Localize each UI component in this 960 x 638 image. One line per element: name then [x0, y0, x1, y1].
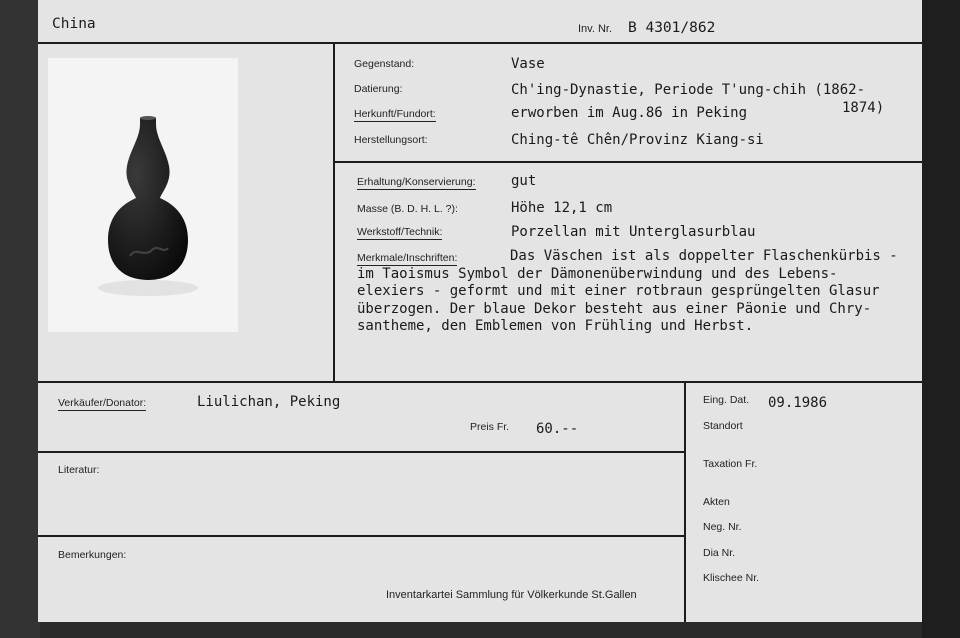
- background-left: [0, 0, 40, 638]
- rule-photo-divider: [333, 44, 335, 382]
- rule-literature: [38, 535, 684, 537]
- merkmale-line: Das Väschen ist als doppelter Flaschenkürbis -: [510, 248, 898, 264]
- datierung-value-continued: 1874): [842, 100, 885, 116]
- herkunft-value: erworben im Aug.86 in Peking: [511, 105, 748, 121]
- verkaeufer-label: Verkäufer/Donator:: [58, 397, 147, 409]
- rule-admin-divider: [684, 383, 686, 622]
- literatur-label: Literatur:: [58, 464, 100, 476]
- background-right: [922, 0, 960, 638]
- merkmale-text: [357, 248, 919, 336]
- merkmale-line: im Taoismus Symbol der Dämonenüberwindung und des Lebens-: [357, 265, 838, 282]
- verkaeufer-value: Liulichan, Peking: [197, 394, 341, 410]
- klischee-nummer-label: Klischee Nr.: [703, 572, 760, 584]
- herstellungsort-value: Ching-tê Chên/Provinz Kiang-si: [511, 132, 764, 148]
- werkstoff-value: Porzellan mit Unterglasurblau: [511, 224, 756, 240]
- erhaltung-value: gut: [511, 173, 537, 189]
- rule-object-section: [333, 161, 922, 163]
- inventory-number-value: B 4301/862: [628, 20, 716, 36]
- bemerkungen-label: Bemerkungen:: [58, 549, 127, 561]
- masse-value: Höhe 12,1 cm: [511, 200, 613, 216]
- merkmale-label: Merkmale/Inschriften:: [357, 252, 458, 264]
- herstellungsort-label: Herstellungsort:: [354, 134, 428, 146]
- gegenstand-label: Gegenstand:: [354, 58, 415, 70]
- taxation-label: Taxation Fr.: [703, 458, 758, 470]
- vase-image: [48, 58, 238, 332]
- akten-label: Akten: [703, 496, 730, 508]
- preis-label: Preis Fr.: [470, 421, 510, 433]
- datierung-label: Datierung:: [354, 83, 403, 95]
- merkmale-line: santheme, den Emblemen von Frühling und Herbst.: [357, 318, 754, 334]
- object-photo: [48, 58, 238, 332]
- erhaltung-label: Erhaltung/Konservierung:: [357, 176, 476, 188]
- country-label: China: [52, 16, 96, 32]
- merkmale-line: elexiers - geformt und mit einer rotbraun gesprüngelten Glasur: [357, 283, 880, 299]
- rule-seller: [38, 451, 684, 453]
- masse-label: Masse (B. D. H. L. ?):: [357, 203, 458, 215]
- rule-top: [38, 42, 922, 44]
- gegenstand-value: Vase: [511, 56, 545, 72]
- preis-value: 60.--: [536, 421, 579, 437]
- merkmale-line: überzogen. Der blaue Dekor besteht aus einer Päonie und Chry-: [357, 300, 872, 317]
- card-footer: Inventarkartei Sammlung für Völkerkunde St.Gallen: [386, 589, 637, 601]
- eingang-datum-value: 09.1986: [768, 395, 828, 411]
- datierung-value: Ch'ing-Dynastie, Periode T'ung-chih (1862-: [511, 82, 866, 98]
- dia-nummer-label: Dia Nr.: [703, 547, 736, 559]
- herkunft-label: Herkunft/Fundort:: [354, 108, 436, 120]
- werkstoff-label: Werkstoff/Technik:: [357, 226, 443, 238]
- eingang-datum-label: Eing. Dat.: [703, 394, 750, 406]
- negativ-nummer-label: Neg. Nr.: [703, 521, 742, 533]
- inventory-number-label: Inv. Nr.: [578, 23, 613, 35]
- standort-label: Standort: [703, 420, 743, 432]
- rule-main-bottom: [38, 381, 922, 383]
